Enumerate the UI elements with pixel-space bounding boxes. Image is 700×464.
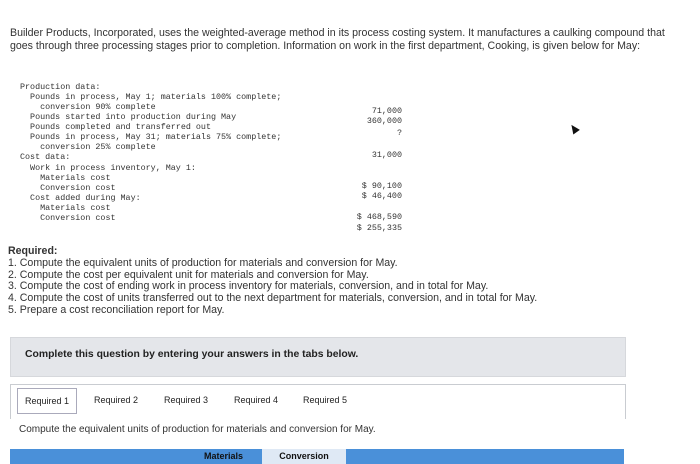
data-value: ?	[396, 128, 402, 138]
data-label: Pounds started into production during May	[20, 112, 237, 122]
column-header-conversion: Conversion	[262, 449, 346, 464]
data-label: Work in process inventory, May 1:	[20, 163, 196, 173]
question-prompt: Compute the equivalent units of production for materials and conversion for May.	[19, 424, 376, 435]
tab-required-5[interactable]: Required 5	[295, 388, 355, 412]
column-header-materials: Materials	[203, 451, 244, 461]
instructions-text: Complete this question by entering your answers in the tabs below.	[25, 349, 359, 360]
data-value: $ 255,335	[356, 223, 402, 233]
required-section	[8, 246, 688, 317]
data-label: Materials cost	[20, 203, 111, 213]
data-value: $ 468,590	[356, 212, 402, 222]
data-label: Conversion cost	[20, 213, 116, 223]
data-value: 71,000	[371, 106, 402, 116]
problem-intro: Builder Products, Incorporated, uses the weighted-average method in its process costing system. It manufactures a caulking compound that goes through three processing stages prior to completion. Information on work in the first department, Cooking, is given below for May:	[10, 27, 665, 52]
data-label: Pounds completed and transferred out	[20, 122, 211, 132]
required-item: 2. Compute the cost per equivalent unit for materials and conversion for May.	[8, 268, 369, 281]
required-title: Required:	[8, 245, 58, 257]
data-label: Production data:	[20, 82, 101, 92]
tab-required-4[interactable]: Required 4	[225, 388, 287, 412]
instructions-panel	[10, 337, 626, 377]
data-label: Cost added during May:	[20, 193, 141, 203]
required-item: 3. Compute the cost of ending work in process inventory for materials, conversion, and in total for May.	[8, 280, 489, 293]
data-label: Pounds in process, May 1; materials 100% complete;	[20, 92, 282, 102]
data-label: Cost data:	[20, 152, 71, 162]
required-item: 5. Prepare a cost reconciliation report for May.	[8, 303, 225, 316]
data-value: $ 46,400	[361, 191, 402, 201]
data-label: conversion 25% complete	[20, 142, 156, 152]
tab-required-1[interactable]: Required 1	[17, 388, 77, 414]
data-value: $ 90,100	[361, 181, 402, 191]
tab-required-3[interactable]: Required 3	[155, 388, 217, 412]
data-label: Pounds in process, May 31; materials 75% complete;	[20, 132, 282, 142]
required-item: 4. Compute the cost of units transferred out to the next department for materials, conversion, and in total for May.	[8, 292, 538, 305]
data-label: Conversion cost	[20, 183, 116, 193]
data-value: 31,000	[371, 150, 402, 160]
tabs-container	[10, 384, 626, 419]
data-value: 360,000	[366, 116, 402, 126]
required-item: 1. Compute the equivalent units of production for materials and conversion for May.	[8, 256, 398, 269]
data-label: Materials cost	[20, 173, 111, 183]
tab-required-2[interactable]: Required 2	[85, 388, 147, 412]
mouse-cursor-icon	[568, 123, 580, 135]
data-label: conversion 90% complete	[20, 102, 156, 112]
